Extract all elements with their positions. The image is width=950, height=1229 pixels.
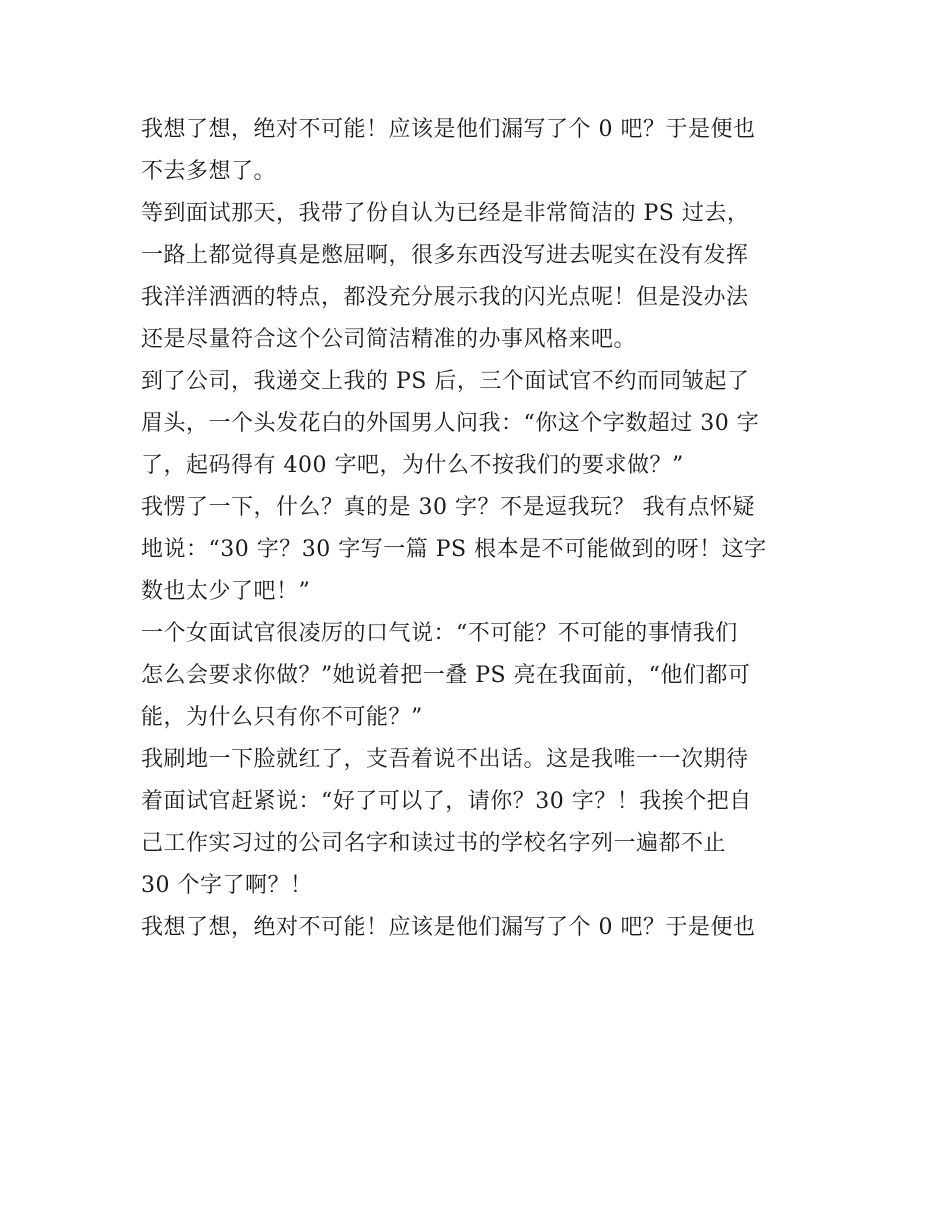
text-line: 还是尽量符合这个公司简洁精准的办事风格来吧。 — [141, 327, 637, 352]
text-line: 一个女面试官很凌厉的口气说：“不可能？不可能的事情我们 — [141, 621, 738, 646]
text-line: 数也太少了吧！” — [141, 579, 311, 604]
body-text — [141, 109, 831, 949]
text-line: 着面试官赶紧说：“好了可以了，请你？30 字？！我挨个把自 — [141, 789, 752, 814]
text-line: 眉头，一个头发花白的外国男人问我：“你这个字数超过 30 字 — [141, 411, 760, 436]
text-line: 不去多想了。 — [141, 159, 277, 184]
text-line: 我愣了一下，什么？真的是 30 字？不是逗我玩？ 我有点怀疑 — [141, 495, 755, 520]
text-line: 地说：“30 字？30 字写一篇 PS 根本是不可能做到的呀！这字 — [141, 537, 767, 562]
text-line: 己工作实习过的公司名字和读过书的学校名字列一遍都不止 — [141, 831, 727, 856]
text-line: 等到面试那天，我带了份自认为已经是非常简洁的 PS 过去， — [141, 201, 750, 226]
text-line: 我想了想，绝对不可能！应该是他们漏写了个 0 吧？于是便也 — [141, 117, 756, 142]
text-line: 怎么会要求你做？”她说着把一叠 PS 亮在我面前，“他们都可 — [141, 663, 751, 688]
text-line: 30 个字了啊？！ — [141, 873, 313, 898]
text-line: 我洋洋洒洒的特点，都没充分展示我的闪光点呢！但是没办法 — [141, 285, 749, 310]
text-line: 一路上都觉得真是憋屈啊，很多东西没写进去呢实在没有发挥 — [141, 243, 749, 268]
text-line: 到了公司，我递交上我的 PS 后，三个面试官不约而同皱起了 — [141, 369, 750, 394]
text-line: 我想了想，绝对不可能！应该是他们漏写了个 0 吧？于是便也 — [141, 915, 756, 940]
text-line: 能，为什么只有你不可能？” — [141, 705, 423, 730]
text-line: 了，起码得有 400 字吧，为什么不按我们的要求做？” — [141, 453, 684, 478]
text-line: 我刷地一下脸就红了，支吾着说不出话。这是我唯一一次期待 — [141, 747, 749, 772]
